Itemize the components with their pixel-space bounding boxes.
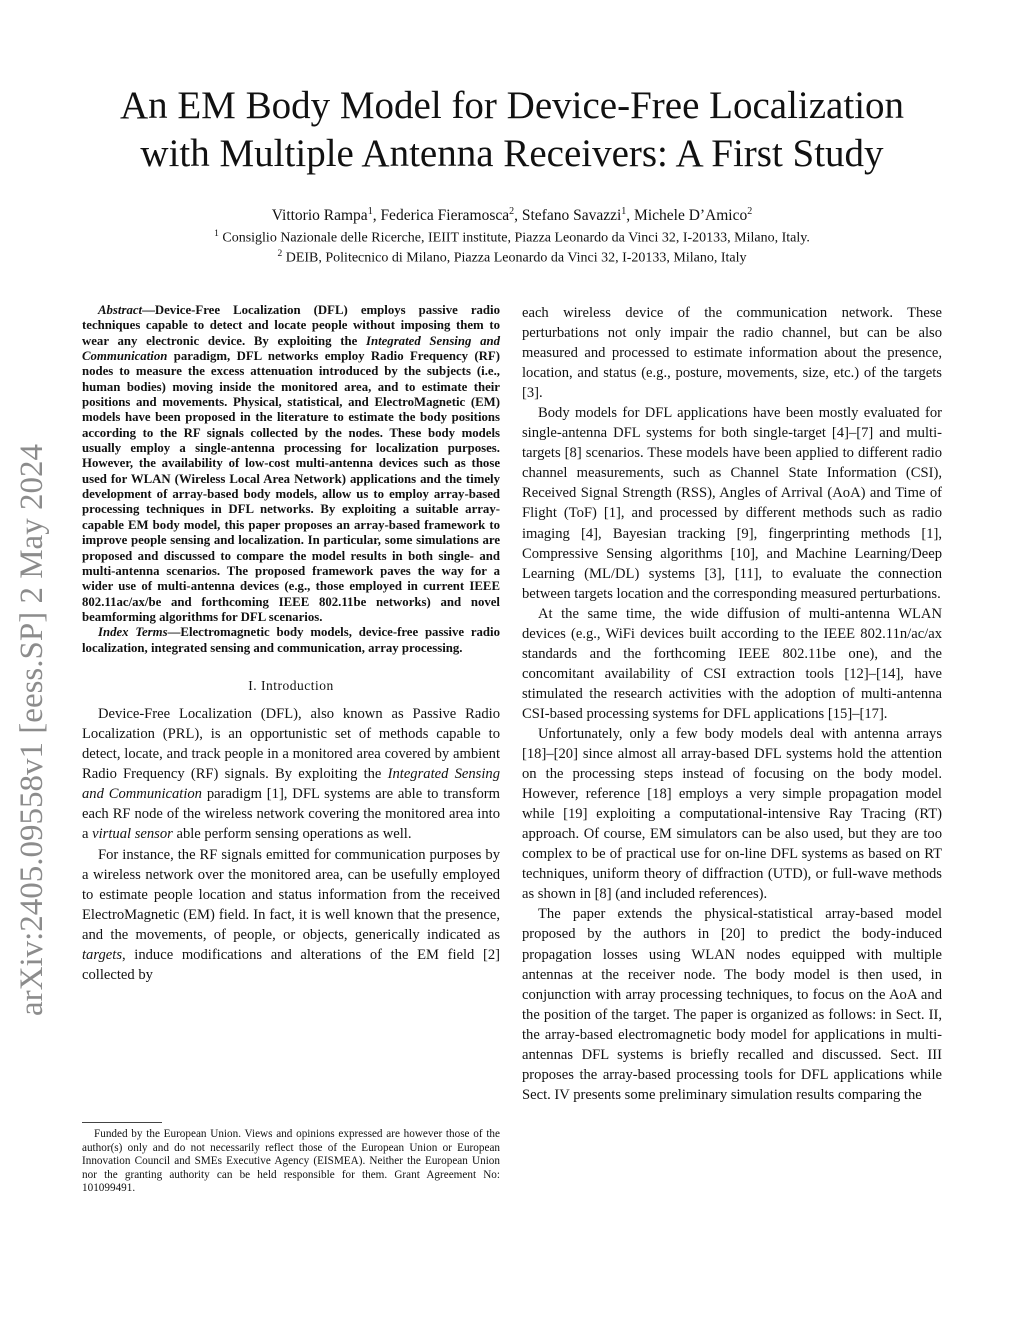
affiliation-1: $^1$ Consiglio Nazionale delle Ricerche, IEIIT institute, Piazza Leonardo da Vinci 32, I-20133, Milano, Italy. (214, 229, 810, 246)
author-affiliation-mark: 2 (509, 206, 515, 217)
body-paragraph: Unfortunately, only a few body models deal with antenna arrays [18]–[20] since almost all array-based DFL systems hold the attention on the processing steps instead of focusing on the body model. However, reference [18] employs a very simple propagation model while [19] exploiting a computational-intensive Ray Tracing (RT) approach. Of course, EM simulators can be also used, but they are too complex to be of practical use for on-line DFL systems as based on RT techniques, uniform theory of diffraction (UTD), or full-wave methods as shown in [8] (and included references). (522, 725, 942, 903)
intro-paragraph: Device-Free Localization (DFL), also known as Passive Radio Localization (PRL), is an opportunistic set of methods capable to detect, locate, and track people in a monitored area covered by ambient Radio Frequency (RF) signals. By exploiting the Integrated Sensing and Communication paradigm [1], DFL systems are able to transform each RF node of the wireless network covering the monitored area into a virtual sensor able perform sensing operations as well. (82, 705, 501, 843)
index-terms: Index Terms—Electromagnetic body models, device-free passive radio localization, integrated sensing and communication, array processing. (82, 625, 500, 655)
right-column (522, 303, 942, 1105)
author-affiliation-mark: 1 (367, 206, 373, 217)
arxiv-identifier: arXiv:2405.09558v1 [eess.SP] 2 May 2024 (14, 444, 50, 1016)
author: Vittorio Rampa (271, 207, 368, 225)
paper-title (60, 82, 964, 178)
section-heading: I. Introduction (248, 677, 334, 693)
title-line-1: An EM Body Model for Device-Free Localization (119, 84, 905, 127)
author-affiliation-mark: 2 (747, 206, 753, 217)
footnote-rule (82, 1122, 162, 1123)
body-paragraph: each wireless device of the communication network. These perturbations not only impair the radio channel, but can be also measured and processed to estimate information about the presence, location, and status (e.g., posture, movements, size, etc.) of the targets [3]. (522, 305, 942, 402)
intro-paragraph: For instance, the RF signals emitted for communication purposes by a wireless network over the monitored area, can be usefully employed to estimate people location and status information from the received ElectroMagnetic (EM) field. In fact, it is well known that the presence, and the movements, of people, or objects, generically indicated as targets, induce modifications and alterations of the EM field [2] collected by (82, 846, 500, 984)
author-affiliation-mark: 1 (621, 206, 627, 217)
author: Stefano Savazzi (521, 207, 622, 225)
body-paragraph: The paper extends the physical-statistical array-based model proposed by the authors in [20] to predict the body-induced propagation losses using WLAN nodes equipped with multiple antennas at the receiver node. The body model is then used, in conjunction with array processing techniques, to focus on the AoA and the position of the target. The paper is organized as follows: in Sect. II, the array-based electromagnetic body model for applications in multi-antennas DFL systems is briefly recalled and discussed. Sect. III proposes the array-based processing tools for DFL applications while Sect. IV presents some preliminary simulation results comparing the (522, 906, 942, 1103)
author-list: Vittorio Rampa$^1$, Federica Fieramosca$^2$, Stefano Savazzi$^1$, Michele D’Amico$^2$ (271, 206, 753, 225)
title-line-2: with Multiple Antenna Receivers: A First Study (140, 132, 884, 175)
author: Federica Fieramosca (380, 207, 510, 225)
body-paragraph: Body models for DFL applications have been mostly evaluated for single-antenna DFL systems for both single-target [4]–[7] and multi-targets [8] scenarios. These models have been applied to different radio channel measurements, such as Channel State Information (CSI), Received Signal Strength (RSS), Angles of Arrival (AoA) and Time of Flight (ToF) [1], and processed by different methods such as radio imaging [4], Bayesian tracking [9], fingerprinting methods [1], Compressive Sensing algorithms [10], and Machine Learning/Deep Learning (ML/DL) systems [3], [11], to evaluate the connection between targets location and the corresponding measured perturbations. (522, 405, 942, 602)
funding-footnote: Funded by the European Union. Views and opinions expressed are however those of the author(s) only and do not necessarily reflect those of the European Union or European Innovation Council and SMEs Executive Agency (EISMEA). Neither the European Union nor the granting authority can be held responsible for them. Grant Agreement No: 101099491. (82, 1128, 500, 1195)
body-paragraph: At the same time, the wide diffusion of multi-antenna WLAN devices (e.g., WiFi devices built according to the IEEE 802.11n/ac/ax standards and the forthcoming IEEE 802.11be one), and the concomitant availability of CSI extraction tools [12]–[14], have stimulated the research activities with the adoption of multi-antenna CSI-based processing systems for DFL applications [15]–[17]. (522, 605, 942, 722)
abstract: Abstract—Device-Free Localization (DFL) employs passive radio techniques capable to detect and locate people without imposing them to wear any electronic device. By exploiting the Integrated Sensing and Communication paradigm, DFL networks employ Radio Frequency (RF) nodes to measure the excess attenuation introduced by the subjects (i.e., human bodies) moving inside the monitored area, and to estimate their positions and movements. Physical, statistical, and ElectroMagnetic (EM) models have been proposed in the literature to estimate the body positions according to the RF signals collected by the nodes. These body models usually employ a single-antenna processing for localization purposes. However, the availability of low-cost multi-antenna devices such as those used for WLAN (Wireless Local Area Network) applications and the timely development of array-based body models, allow us to employ array-based processing techniques in DFL networks. By exploiting a suitable array-capable EM body model, this paper proposes an array-based framework to improve people sensing and localization. In particular, some simulations are proposed and discussed to compare the model results in both single- and multi-antenna scenarios. The proposed framework paves the way for a wider use of multi-antenna devices (e.g., those employed in current IEEE 802.11ac/ax/be and forthcoming IEEE 802.11be networks) and novel beamforming algorithms for DFL scenarios. (82, 303, 500, 624)
author: Michele D’Amico (634, 207, 748, 225)
left-column (82, 303, 500, 985)
affiliation-2: $^2$ DEIB, Politecnico di Milano, Piazza Leonardo da Vinci 32, I-20133, Milano, Italy (277, 249, 747, 266)
